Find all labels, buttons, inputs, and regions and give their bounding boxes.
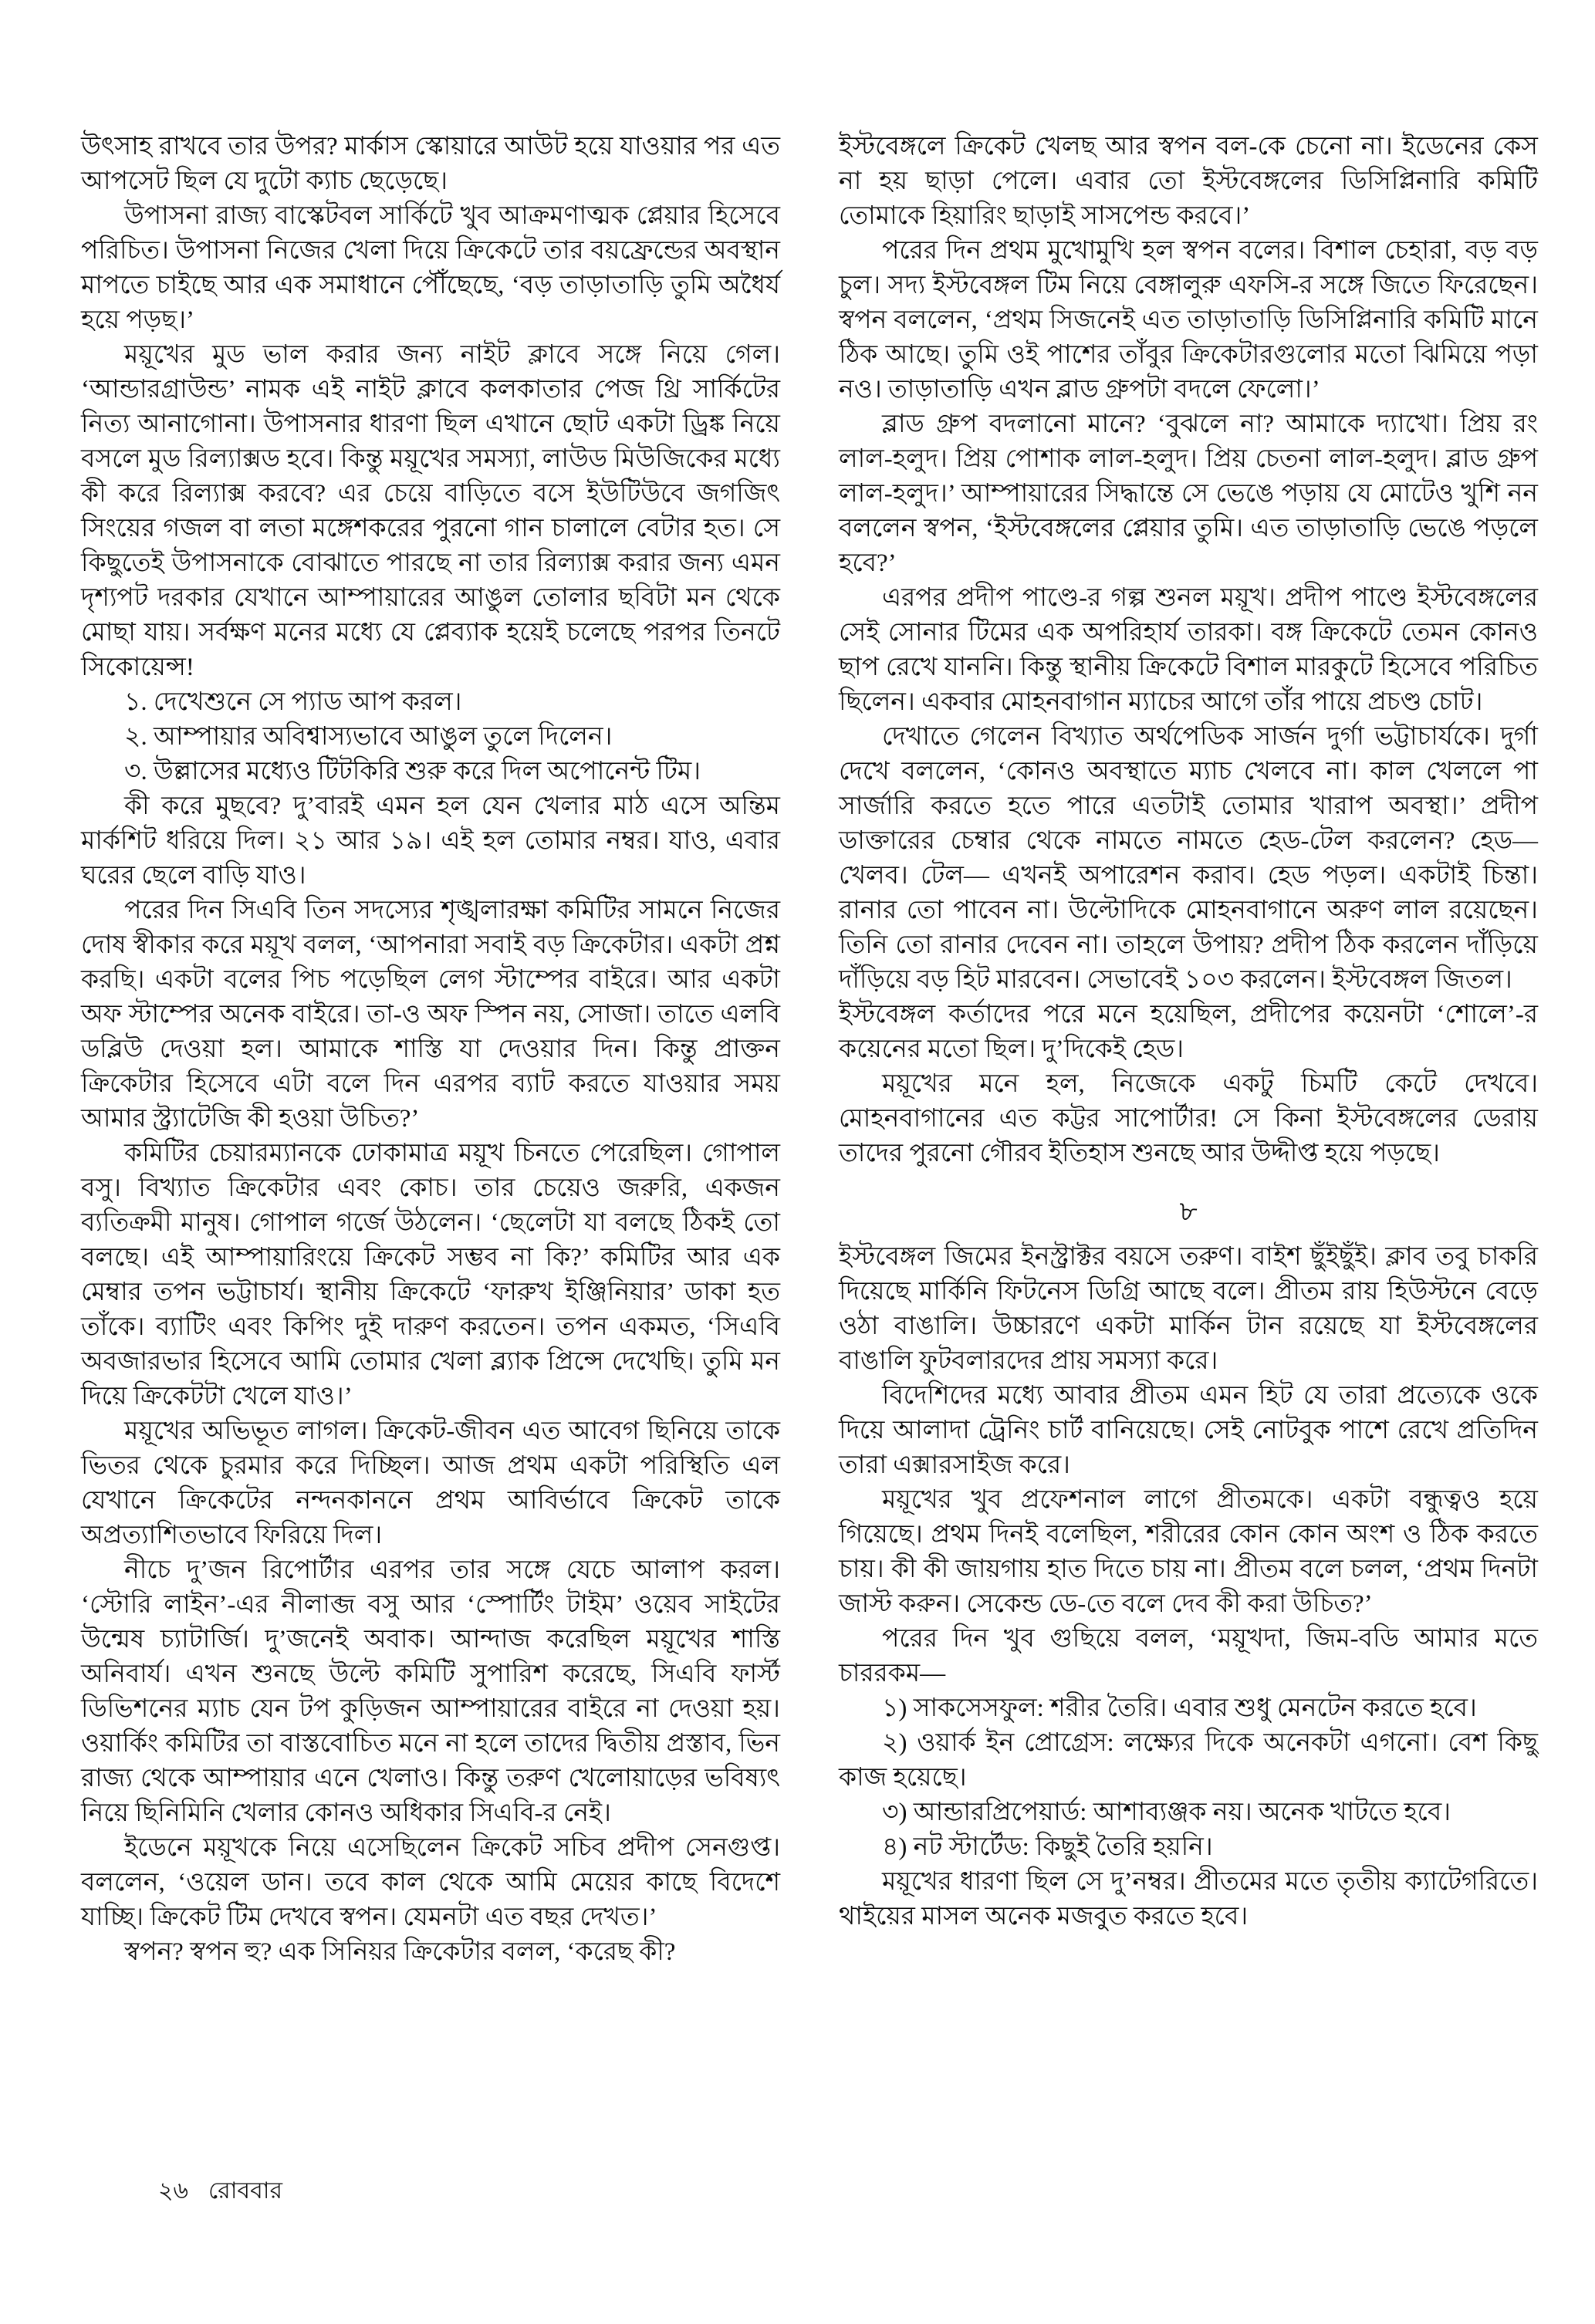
paragraph: ইস্টবেঙ্গল জিমের ইনস্ট্রাক্টর বয়সে তরুণ। বাইশ ছুঁইছুঁই। ক্লাব তবু চাকরি দিয়েছে মার্কিনি ফিটনেস ডিগ্রি আছে বলে। প্রীতম রায় হিউস্টনে বেড়ে ওঠা বাঙালি। উচ্চারণে একটা মার্কিন টান রয়েছে যা ইস্টবেঙ্গলের বাঙালি ফুটবলারদের প্রায় সমস্যা করে। [839,1243,1538,1375]
paragraph: উৎসাহ রাখবে তার উপর? মার্কাস স্কোয়ারে আউট হয়ে যাওয়ার পর এত আপসেট ছিল যে দুটো ক্যাচ ছেড়েছে। [81,133,780,195]
paragraph: কী করে মুছবে? দু’বারই এমন হল যেন খেলার মাঠ এসে অন্তিম মার্কশিট ধরিয়ে দিল। ২১ আর ১৯। এই হল তোমার নম্বর। যাও, এবার ঘরের ছেলে বাড়ি যাও। [81,792,780,890]
paragraph: ময়ূখের ধারণা ছিল সে দু’নম্বর। প্রীতমের মতে তৃতীয় ক্যাটেগরিতে। থাইয়ের মাসল অনেক মজবুত করতে হবে। [839,1868,1538,1930]
paragraph: ৩) আন্ডারপ্রিপেয়ার্ড: আশাব্যঞ্জক নয়। অনেক খাটতে হবে। [882,1799,1451,1826]
page-footer [158,2177,282,2205]
paragraph: ময়ূখের অভিভূত লাগল। ক্রিকেট-জীবন এত আবেগ ছিনিয়ে তাকে ভিতর থেকে চুরমার করে দিচ্ছিল। আজ প্রথম একটা পরিস্থিতি এল যেখানে ক্রিকেটের নন্দনকাননে প্রথম আবির্ভাবে ক্রিকেট তাকে অপ্রত্যাশিতভাবে ফিরিয়ে দিল। [81,1417,780,1549]
page-number: ২৬ [158,2178,189,2204]
text-columns [81,130,1538,1970]
paragraph: উপাসনা রাজ্য বাস্কেটবল সার্কিটে খুব আক্রমণাত্মক প্লেয়ার হিসেবে পরিচিত। উপাসনা নিজের খেলা দিয়ে ক্রিকেটে তার বয়ফ্রেন্ডের অবস্থান মাপতে চাইছে আর এক সমাধানে পৌঁছেছে, ‘বড় তাড়াতাড়ি তুমি অধৈর্য হয়ে পড়ছ।’ [81,202,780,334]
right-column [839,130,1538,1970]
paragraph: ১. দেখেশুনে সে প্যাড আপ করল। [124,688,462,716]
paragraph: ১) সাকসেসফুল: শরীর তৈরি। এবার শুধু মেনটেন করতে হবে। [882,1694,1477,1722]
paragraph: ২. আম্পায়ার অবিশ্বাস্যভাবে আঙুল তুলে দিলেন। [124,723,613,751]
paragraph: ইস্টবেঙ্গলে ক্রিকেট খেলছ আর স্বপন বল-কে চেনো না। ইডেনের কেস না হয় ছাড়া পেলে। এবার তো ইস্টবেঙ্গলের ডিসিপ্লিনারি কমিটি তোমাকে হিয়ারিং ছাড়াই সাসপেন্ড করবে।’ [839,133,1538,230]
paragraph: দেখাতে গেলেন বিখ্যাত অর্থপেডিক সার্জন দুর্গা ভট্টাচার্যকে। দুর্গা দেখে বললেন, ‘কোনও অবস্থাতে ম্যাচ খেলবে না। কাল খেললে পা সার্জারি করতে হতে পারে এতটাই তোমার খারাপ অবস্থা।’ প্রদীপ ডাক্তারের চেম্বার থেকে নামতে নামতে হেড-টেল করলেন? হেড— খেলব। টেল— এখনই অপারেশন করাব। হেড পড়ল। একটাই চিন্তা। রানার তো পাবেন না। উল্টোদিকে মোহনবাগানে অরুণ লাল রয়েছেন। তিনি তো রানার দেবেন না। তাহলে উপায়? প্রদীপ ঠিক করলেন দাঁড়িয়ে দাঁড়িয়ে বড় হিট মারবেন। সেভাবেই ১০৩ করলেন। ইস্টবেঙ্গল জিতল। [839,723,1538,994]
magazine-title: রোববার [208,2178,282,2204]
paragraph: ৪) নট স্টার্টেড: কিছুই তৈরি হয়নি। [882,1833,1213,1861]
paragraph: ইডেনে ময়ূখকে নিয়ে এসেছিলেন ক্রিকেট সচিব প্রদীপ সেনগুপ্ত। বললেন, ‘ওয়েল ডান। তবে কাল থেকে আমি মেয়ের কাছে বিদেশে যাচ্ছি। ক্রিকেট টিম দেখবে স্বপন। যেমনটা এত বছর দেখত।’ [81,1834,780,1931]
paragraph: এরপর প্রদীপ পাণ্ডে-র গল্প শুনল ময়ূখ। প্রদীপ পাণ্ডে ইস্টবেঙ্গলের সেই সোনার টিমের এক অপরিহার্য তারকা। বঙ্গ ক্রিকেটে তেমন কোনও ছাপ রেখে যাননি। কিন্তু স্থানীয় ক্রিকেটে বিশাল মারকুটে হিসেবে পরিচিত ছিলেন। একবার মোহনবাগান ম্যাচের আগে তাঁর পায়ে প্রচণ্ড চোট। [839,584,1538,716]
paragraph: ময়ূখের খুব প্রফেশনাল লাগে প্রীতমকে। একটা বন্ধুত্বও হয়ে গিয়েছে। প্রথম দিনই বলেছিল, শরীরের কোন কোন অংশ ও ঠিক করতে চায়। কী কী জায়গায় হাত দিতে চায় না। প্রীতম বলে চলল, ‘প্রথম দিনটা জাস্ট করুন। সেকেন্ড ডে-তে বলে দেব কী করা উচিত?’ [839,1486,1538,1618]
paragraph: স্বপন? স্বপন হু? এক সিনিয়র ক্রিকেটার বলল, ‘করেছ কী? [124,1938,676,1966]
paragraph: বিদেশিদের মধ্যে আবার প্রীতম এমন হিট যে তারা প্রত্যেকে ওকে দিয়ে আলাদা ট্রেনিং চার্ট বানিয়েছে। সেই নোটবুক পাশে রেখে প্রতিদিন তারা এক্সারসাইজ করে। [839,1382,1538,1479]
paragraph: ২) ওয়ার্ক ইন প্রোগ্রেস: লক্ষ্যের দিকে অনেকটা এগনো। বেশ কিছু কাজ হয়েছে। [839,1729,1538,1792]
paragraph: কমিটির চেয়ারম্যানকে ঢোকামাত্র ময়ূখ চিনতে পেরেছিল। গোপাল বসু। বিখ্যাত ক্রিকেটার এবং কোচ। তার চেয়েও জরুরি, একজন ব্যতিক্রমী মানুষ। গোপাল গর্জে উঠলেন। ‘ছেলেটা যা বলছে ঠিকই তো বলছে। এই আম্পায়ারিংয়ে ক্রিকেট সম্ভব না কি?’ কমিটির আর এক মেম্বার তপন ভট্টাচার্য। স্থানীয় ক্রিকেটে ‘ফারুখ ইঞ্জিনিয়ার’ ডাকা হত তাঁকে। ব্যাটিং এবং কিপিং দুই দারুণ করতেন। তপন একমত, ‘সিএবি অবজারভার হিসেবে আমি তোমার খেলা ব্ল্যাক প্রিন্সে দেখেছি। তুমি মন দিয়ে ক্রিকেটটা খেলে যাও।’ [81,1140,780,1410]
paragraph: ময়ূখের মুড ভাল করার জন্য নাইট ক্লাবে সঙ্গে নিয়ে গেল। ‘আন্ডারগ্রাউন্ড’ নামক এই নাইট ক্লাবে কলকাতার পেজ থ্রি সার্কিটের নিত্য আনাগোনা। উপাসনার ধারণা ছিল এখানে ছোট একটা ড্রিঙ্ক নিয়ে বসলে মুড রিল্যাক্সড হবে। কিন্তু ময়ূখের সমস্যা, লাউড মিউজিকের মধ্যে কী করে রিল্যাক্স করবে? এর চেয়ে বাড়িতে বসে ইউটিউবে জগজিৎ সিংয়ের গজল বা লতা মঙ্গেশকরের পুরনো গান চালালে বেটার হত। সে কিছুতেই উপাসনাকে বোঝাতে পারছে না তার রিল্যাক্স করার জন্য এমন দৃশ্যপট দরকার যেখানে আম্পায়ারের আঙুল তোলার ছবিটা মন থেকে মোছা যায়। সর্বক্ষণ মনের মধ্যে যে প্লেব্যাক হয়েই চলেছে পরপর তিনটে সিকোয়েন্স! [81,341,780,681]
paragraph: ব্লাড গ্রুপ বদলানো মানে? ‘বুঝলে না? আমাকে দ্যাখো। প্রিয় রং লাল-হলুদ। প্রিয় পোশাক লাল-হলুদ। প্রিয় চেতনা লাল-হলুদ। ব্লাড গ্রুপ লাল-হলুদ।’ আম্পায়ারের সিদ্ধান্তে সে ভেঙে পড়ায় যে মোটেও খুশি নন বললেন স্বপন, ‘ইস্টবেঙ্গলের প্লেয়ার তুমি। এত তাড়াতাড়ি ভেঙে পড়লে হবে?’ [839,410,1538,577]
paragraph: ৩. উল্লাসের মধ্যেও টিটকিরি শুরু করে দিল অপোনেন্ট টিম। [124,758,701,785]
paragraph: পরের দিন সিএবি তিন সদস্যের শৃঙ্খলারক্ষা কমিটির সামনে নিজের দোষ স্বীকার করে ময়ূখ বলল, ‘আপনারা সবাই বড় ক্রিকেটার। একটা প্রশ্ন করছি। একটা বলের পিচ পড়েছিল লেগ স্টাম্পের বাইরে। আর একটা অফ স্টাম্পের অনেক বাইরে। তা-ও অফ স্পিন নয়, সোজা। তাতে এলবি ডব্লিউ দেওয়া হল। আমাকে শাস্তি যা দেওয়ার দিন। কিন্তু প্রাক্তন ক্রিকেটার হিসেবে এটা বলে দিন এরপর ব্যাট করতে যাওয়ার সময় আমার স্ট্র্যাটেজি কী হওয়া উচিত?’ [81,897,780,1133]
paragraph: ময়ূখের মনে হল, নিজেকে একটু চিমটি কেটে দেখবে। মোহনবাগানের এত কট্টর সাপোর্টার! সে কিনা ইস্টবেঙ্গলের ডেরায় তাদের পুরনো গৌরব ইতিহাস শুনছে আর উদ্দীপ্ত হয়ে পড়ছে। [839,1070,1538,1167]
paragraph: পরের দিন খুব গুছিয়ে বলল, ‘ময়ূখদা, জিম-বডি আমার মতে চাররকম— [839,1625,1538,1687]
paragraph: পরের দিন প্রথম মুখোমুখি হল স্বপন বলের। বিশাল চেহারা, বড় বড় চুল। সদ্য ইস্টবেঙ্গল টিম নিয়ে বেঙ্গালুরু এফসি-র সঙ্গে জিতে ফিরেছেন। স্বপন বললেন, ‘প্রথম সিজনেই এত তাড়াতাড়ি ডিসিপ্লিনারি কমিটি মানে ঠিক আছে। তুমি ওই পাশের তাঁবুর ক্রিকেটারগুলোর মতো ঝিমিয়ে পড়া নও। তাড়াতাড়ি এখন ব্লাড গ্রুপটা বদলে ফেলো।’ [839,237,1538,404]
left-column [81,130,780,1970]
paragraph: ইস্টবেঙ্গল কর্তাদের পরে মনে হয়েছিল, প্রদীপের কয়েনটা ‘শোলে’-র কয়েনের মতো ছিল। দু’দিকেই হেড। [839,1001,1538,1063]
section-number: ৮ [1179,1196,1198,1227]
paragraph: নীচে দু’জন রিপোর্টার এরপর তার সঙ্গে যেচে আলাপ করল। ‘স্টোরি লাইন’-এর নীলাব্জ বসু আর ‘স্পোর্টিং টাইম’ ওয়েব সাইটের উন্মেষ চ্যাটার্জি। দু’জনেই অবাক। আন্দাজ করেছিল ময়ূখের শাস্তি অনিবার্য। এখন শুনছে উল্টে কমিটি সুপারিশ করেছে, সিএবি ফার্স্ট ডিভিশনের ম্যাচ যেন টপ কুড়িজন আম্পায়ারের বাইরে না দেওয়া হয়। ওয়ার্কিং কমিটির তা বাস্তবোচিত মনে না হলে তাদের দ্বিতীয় প্রস্তাব, ভিন রাজ্য থেকে আম্পায়ার এনে খেলাও। কিন্তু তরুণ খেলোয়াড়ের ভবিষ্যৎ নিয়ে ছিনিমিনি খেলার কোনও অধিকার সিএবি-র নেই। [81,1556,780,1827]
